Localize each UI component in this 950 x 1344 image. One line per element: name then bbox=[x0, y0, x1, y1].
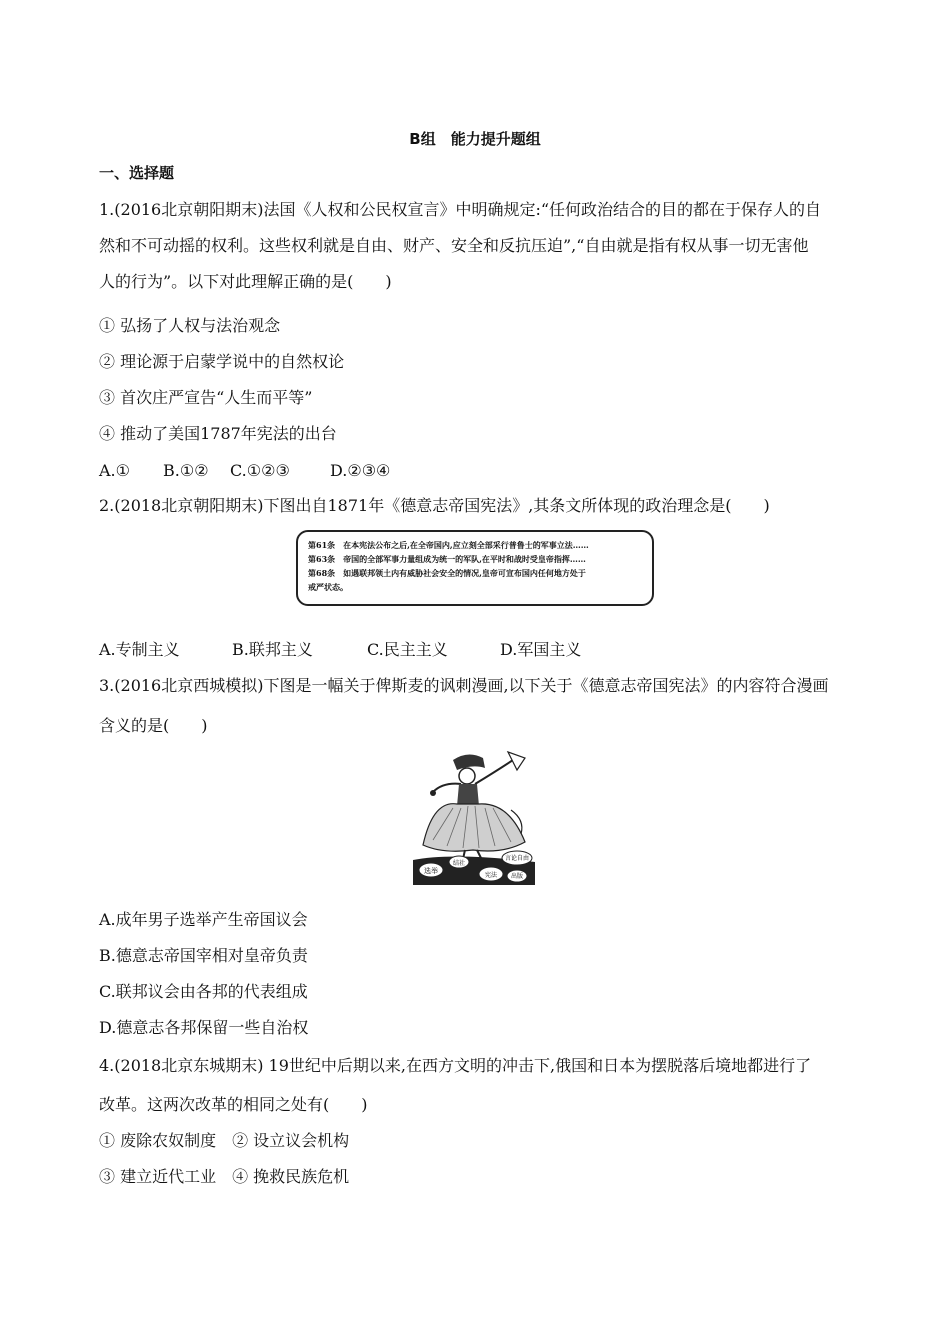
q1-options bbox=[99, 461, 390, 481]
q1-stem-line1: 1.(2016北京朝阳期末)法国《人权和公民权宣言》中明确规定:“任何政治结合的目的都在于保存人的自 bbox=[99, 200, 822, 219]
q1-option-a: A.① bbox=[99, 461, 130, 480]
q1-item: ① 弘扬了人权与法治观念 bbox=[99, 316, 281, 335]
article-68: 第68条 如遇联邦领土内有威胁社会安全的情况,皇帝可宣布国内任何地方处于 bbox=[308, 568, 586, 578]
constitution-excerpt-box bbox=[296, 530, 654, 606]
q3-option-b: B.德意志帝国宰相对皇帝负责 bbox=[99, 946, 308, 965]
page-title: B组 能力提升题组 bbox=[409, 130, 541, 148]
egg-label: 宪法 bbox=[484, 872, 498, 879]
q1-item: ③ 首次庄严宣告“人生而平等” bbox=[99, 388, 313, 407]
q2-stem: 2.(2018北京朝阳期末)下图出自1871年《德意志帝国宪法》,其条文所体现的政治理念是( ) bbox=[99, 496, 770, 515]
q3-option-c: C.联邦议会由各邦的代表组成 bbox=[99, 982, 308, 1001]
article-63: 第63条 帝国的全部军事力量组成为统一的军队,在平时和战时受皇帝指挥…… bbox=[308, 554, 586, 564]
egg-label: 言论自由 bbox=[504, 855, 530, 862]
q2-option-d: D.军国主义 bbox=[500, 640, 582, 659]
q1-stem-line2: 然和不可动摇的权利。这些权利就是自由、财产、安全和反抗压迫”,“自由就是指有权从事一切无害他 bbox=[99, 236, 809, 255]
q1-item: ② 理论源于启蒙学说中的自然权论 bbox=[99, 352, 345, 371]
q3-stem-line2: 含义的是( ) bbox=[99, 716, 208, 735]
q3-stem-line1: 3.(2016北京西城模拟)下图是一幅关于俾斯麦的讽刺漫画,以下关于《德意志帝国宪法》的内容符合漫画 bbox=[99, 676, 829, 695]
q2-option-b: B.联邦主义 bbox=[232, 640, 313, 659]
q1-item: ④ 推动了美国1787年宪法的出台 bbox=[99, 424, 337, 443]
q3-option-d: D.德意志各邦保留一些自治权 bbox=[99, 1018, 309, 1037]
q4-stem-line1: 4.(2018北京东城期末) 19世纪中后期以来,在西方文明的冲击下,俄国和日本为摆脱落后境地都进行了 bbox=[99, 1056, 812, 1075]
q2-option-a: A.专制主义 bbox=[99, 640, 180, 659]
egg-label: 结社 bbox=[452, 860, 466, 867]
q1-option-b: B.①② bbox=[163, 461, 209, 480]
q1-stem-line3: 人的行为”。以下对此理解正确的是( ) bbox=[99, 272, 392, 291]
bismarck-cartoon bbox=[413, 750, 535, 885]
q1-option-c: C.①②③ bbox=[230, 461, 290, 480]
q1-option-d: D.②③④ bbox=[330, 461, 391, 480]
article-61: 第61条 在本宪法公布之后,在全帝国内,应立刻全部采行普鲁士的军事立法…… bbox=[308, 540, 589, 550]
q2-options bbox=[99, 640, 581, 660]
q4-stem-line2: 改革。这两次改革的相同之处有( ) bbox=[99, 1095, 368, 1114]
q4-items-row1: ① 废除农奴制度 ② 设立议会机构 bbox=[99, 1131, 350, 1150]
egg-label: 出版 bbox=[510, 873, 524, 880]
section-heading: 一、选择题 bbox=[99, 164, 175, 182]
q2-option-c: C.民主主义 bbox=[367, 640, 448, 659]
q3-option-a: A.成年男子选举产生帝国议会 bbox=[99, 910, 308, 929]
article-68-cont: 戒严状态。 bbox=[308, 582, 348, 592]
egg-label: 选举 bbox=[424, 867, 438, 875]
q4-items-row2: ③ 建立近代工业 ④ 挽救民族危机 bbox=[99, 1167, 350, 1186]
